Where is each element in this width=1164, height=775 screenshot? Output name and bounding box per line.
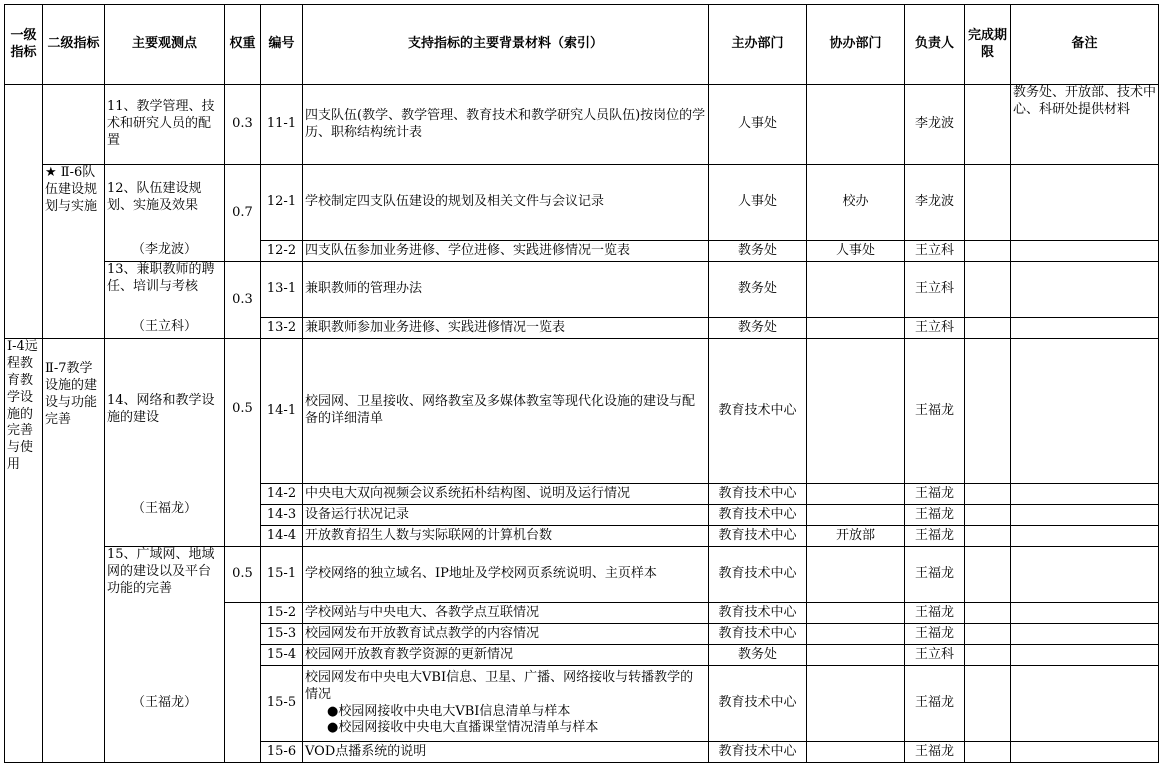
remark-cell bbox=[1011, 624, 1159, 645]
material-cell: 校园网发布开放教育试点教学的内容情况 bbox=[303, 624, 709, 645]
material-cell: 中央电大双向视频会议系统拓朴结构图、说明及运行情况 bbox=[303, 484, 709, 505]
point-cell-13 bbox=[105, 262, 225, 339]
code-cell: 14-1 bbox=[261, 339, 303, 484]
level1-cell-empty bbox=[5, 85, 43, 339]
header-row bbox=[5, 5, 1159, 85]
table-row-11-1 bbox=[5, 85, 1159, 165]
point-owner-note-13: （王立科） bbox=[131, 319, 197, 335]
deadline-cell bbox=[965, 603, 1011, 624]
assist-dept-cell bbox=[807, 742, 905, 763]
material-cell: 兼职教师参加业务进修、实践进修情况一览表 bbox=[303, 318, 709, 339]
material-bullet-1: ●校园网接收中央电大VBI信息清单与样本 bbox=[327, 703, 571, 719]
code-cell: 14-3 bbox=[261, 505, 303, 526]
code-cell: 12-1 bbox=[261, 165, 303, 241]
owner-cell: 王福龙 bbox=[905, 624, 965, 645]
owner-cell: 王福龙 bbox=[905, 742, 965, 763]
lead-dept-cell: 教育技术中心 bbox=[709, 505, 807, 526]
level2-cell-empty bbox=[43, 85, 105, 165]
assist-dept-cell bbox=[807, 624, 905, 645]
code-cell: 15-6 bbox=[261, 742, 303, 763]
lead-dept-cell: 教育技术中心 bbox=[709, 339, 807, 484]
code-cell: 15-5 bbox=[261, 666, 303, 742]
lead-dept-cell: 人事处 bbox=[709, 165, 807, 241]
material-cell: 校园网、卫星接收、网络教室及多媒体教室等现代化设施的建设与配备的详细清单 bbox=[303, 339, 709, 484]
owner-cell: 王福龙 bbox=[905, 339, 965, 484]
material-cell: 四支队伍(教学、教学管理、教育技术和教学研究人员队伍)按岗位的学历、职称结构统计表 bbox=[303, 85, 709, 165]
remark-cell: 教务处、开放部、技术中心、科研处提供材料 bbox=[1011, 85, 1159, 165]
code-cell: 14-4 bbox=[261, 526, 303, 547]
remark-cell bbox=[1011, 742, 1159, 763]
header-point: 主要观测点 bbox=[105, 5, 225, 85]
code-cell: 15-2 bbox=[261, 603, 303, 624]
lead-dept-cell: 教育技术中心 bbox=[709, 742, 807, 763]
deadline-cell bbox=[965, 241, 1011, 262]
remark-cell bbox=[1011, 505, 1159, 526]
deadline-cell bbox=[965, 262, 1011, 318]
deadline-cell bbox=[965, 318, 1011, 339]
owner-cell: 王福龙 bbox=[905, 505, 965, 526]
assist-dept-cell: 校办 bbox=[807, 165, 905, 241]
material-cell bbox=[303, 666, 709, 742]
header-lead-dept: 主办部门 bbox=[709, 5, 807, 85]
owner-cell: 王立科 bbox=[905, 262, 965, 318]
remark-cell bbox=[1011, 262, 1159, 318]
level2-label-ii7: Ⅱ-7教学设施的建设与功能完善 bbox=[45, 361, 98, 427]
lead-dept-cell: 人事处 bbox=[709, 85, 807, 165]
header-weight: 权重 bbox=[225, 5, 261, 85]
remark-cell bbox=[1011, 484, 1159, 505]
deadline-cell bbox=[965, 666, 1011, 742]
material-text: 校园网发布中央电大VBI信息、卫星、广播、网络接收与转播教学的情况 bbox=[305, 669, 694, 702]
deadline-cell bbox=[965, 645, 1011, 666]
remark-cell bbox=[1011, 666, 1159, 742]
point-owner-note-15: （王福龙） bbox=[131, 695, 197, 711]
lead-dept-cell: 教育技术中心 bbox=[709, 666, 807, 742]
table-row-13-1 bbox=[5, 262, 1159, 318]
point-owner-note-12: （李龙波） bbox=[131, 242, 197, 258]
remark-cell bbox=[1011, 318, 1159, 339]
owner-cell: 王福龙 bbox=[905, 666, 965, 742]
point-text-14: 14、网络和教学设施的建设 bbox=[107, 393, 215, 425]
remark-cell bbox=[1011, 241, 1159, 262]
owner-cell: 王立科 bbox=[905, 645, 965, 666]
lead-dept-cell: 教育技术中心 bbox=[709, 603, 807, 624]
header-level1: 一级指标 bbox=[5, 5, 43, 85]
point-cell-14 bbox=[105, 339, 225, 547]
point-text-12: 12、队伍建设规划、实施及效果 bbox=[107, 181, 202, 213]
deadline-cell bbox=[965, 526, 1011, 547]
weight-cell-11: 0.3 bbox=[225, 85, 261, 165]
assist-dept-cell bbox=[807, 666, 905, 742]
weight-cell-empty bbox=[225, 603, 261, 763]
assist-dept-cell bbox=[807, 318, 905, 339]
point-owner-note-14: （王福龙） bbox=[131, 501, 197, 517]
material-cell: 学校制定四支队伍建设的规划及相关文件与会议记录 bbox=[303, 165, 709, 241]
material-cell: 校园网开放教育教学资源的更新情况 bbox=[303, 645, 709, 666]
assist-dept-cell bbox=[807, 262, 905, 318]
weight-cell-12: 0.7 bbox=[225, 165, 261, 262]
remark-cell bbox=[1011, 547, 1159, 603]
deadline-cell bbox=[965, 339, 1011, 484]
deadline-cell bbox=[965, 624, 1011, 645]
owner-cell: 王立科 bbox=[905, 318, 965, 339]
lead-dept-cell: 教育技术中心 bbox=[709, 547, 807, 603]
code-cell: 11-1 bbox=[261, 85, 303, 165]
header-level2: 二级指标 bbox=[43, 5, 105, 85]
weight-cell-15: 0.5 bbox=[225, 547, 261, 603]
point-text-15: 15、广域网、地域网的建设以及平台功能的完善 bbox=[107, 547, 215, 596]
weight-cell-13: 0.3 bbox=[225, 262, 261, 339]
deadline-cell bbox=[965, 742, 1011, 763]
owner-cell: 王福龙 bbox=[905, 526, 965, 547]
material-cell: 开放教育招生人数与实际联网的计算机台数 bbox=[303, 526, 709, 547]
assist-dept-cell bbox=[807, 85, 905, 165]
header-deadline: 完成期限 bbox=[965, 5, 1011, 85]
point-cell-11: 11、教学管理、技术和研究人员的配置 bbox=[105, 85, 225, 165]
table-row-12-1 bbox=[5, 165, 1159, 241]
remark-cell bbox=[1011, 339, 1159, 484]
header-code: 编号 bbox=[261, 5, 303, 85]
remark-cell bbox=[1011, 165, 1159, 241]
level1-cell-i4 bbox=[5, 339, 43, 763]
code-cell: 14-2 bbox=[261, 484, 303, 505]
table-row-14-1 bbox=[5, 339, 1159, 484]
assist-dept-cell: 开放部 bbox=[807, 526, 905, 547]
weight-value-14: 0.5 bbox=[232, 401, 253, 416]
star-icon: ★ bbox=[45, 165, 57, 180]
evaluation-index-table bbox=[4, 4, 1159, 763]
material-cell: 四支队伍参加业务进修、学位进修、实践进修情况一览表 bbox=[303, 241, 709, 262]
assist-dept-cell bbox=[807, 603, 905, 624]
level2-cell-ii7 bbox=[43, 339, 105, 763]
level2-cell-ii6 bbox=[43, 165, 105, 339]
code-cell: 12-2 bbox=[261, 241, 303, 262]
material-cell: 学校网站与中央电大、各教学点互联情况 bbox=[303, 603, 709, 624]
assist-dept-cell bbox=[807, 505, 905, 526]
lead-dept-cell: 教育技术中心 bbox=[709, 624, 807, 645]
assist-dept-cell bbox=[807, 547, 905, 603]
deadline-cell bbox=[965, 547, 1011, 603]
point-cell-15 bbox=[105, 547, 225, 763]
lead-dept-cell: 教务处 bbox=[709, 262, 807, 318]
header-owner: 负责人 bbox=[905, 5, 965, 85]
lead-dept-cell: 教务处 bbox=[709, 241, 807, 262]
deadline-cell bbox=[965, 484, 1011, 505]
material-cell: 设备运行状况记录 bbox=[303, 505, 709, 526]
remark-cell bbox=[1011, 526, 1159, 547]
table-row-15-1 bbox=[5, 547, 1159, 603]
assist-dept-cell: 人事处 bbox=[807, 241, 905, 262]
point-cell-12 bbox=[105, 165, 225, 262]
lead-dept-cell: 教育技术中心 bbox=[709, 526, 807, 547]
assist-dept-cell bbox=[807, 339, 905, 484]
remark-cell bbox=[1011, 645, 1159, 666]
point-text-13: 13、兼职教师的聘任、培训与考核 bbox=[107, 262, 215, 294]
header-assist-dept: 协办部门 bbox=[807, 5, 905, 85]
assist-dept-cell bbox=[807, 484, 905, 505]
level1-label-i4: Ⅰ-4远程教育教学设施的完善与使用 bbox=[7, 339, 38, 473]
lead-dept-cell: 教务处 bbox=[709, 645, 807, 666]
material-bullet-2: ●校园网接收中央电大直播课堂情况清单与样本 bbox=[327, 720, 599, 736]
owner-cell: 王福龙 bbox=[905, 603, 965, 624]
owner-cell: 李龙波 bbox=[905, 165, 965, 241]
lead-dept-cell: 教育技术中心 bbox=[709, 484, 807, 505]
code-cell: 15-1 bbox=[261, 547, 303, 603]
deadline-cell bbox=[965, 165, 1011, 241]
deadline-cell bbox=[965, 85, 1011, 165]
owner-cell: 王立科 bbox=[905, 241, 965, 262]
header-material: 支持指标的主要背景材料（索引） bbox=[303, 5, 709, 85]
code-cell: 13-2 bbox=[261, 318, 303, 339]
level2-label-ii6: Ⅱ-6队伍建设规划与实施 bbox=[45, 165, 98, 214]
code-cell: 15-3 bbox=[261, 624, 303, 645]
owner-cell: 王福龙 bbox=[905, 484, 965, 505]
material-cell: 学校网络的独立域名、IP地址及学校网页系统说明、主页样本 bbox=[303, 547, 709, 603]
deadline-cell bbox=[965, 505, 1011, 526]
code-cell: 15-4 bbox=[261, 645, 303, 666]
assist-dept-cell bbox=[807, 645, 905, 666]
weight-cell-14 bbox=[225, 339, 261, 547]
owner-cell: 李龙波 bbox=[905, 85, 965, 165]
code-cell: 13-1 bbox=[261, 262, 303, 318]
lead-dept-cell: 教务处 bbox=[709, 318, 807, 339]
header-remark: 备注 bbox=[1011, 5, 1159, 85]
material-cell: 兼职教师的管理办法 bbox=[303, 262, 709, 318]
material-cell: VOD点播系统的说明 bbox=[303, 742, 709, 763]
owner-cell: 王福龙 bbox=[905, 547, 965, 603]
remark-cell bbox=[1011, 603, 1159, 624]
